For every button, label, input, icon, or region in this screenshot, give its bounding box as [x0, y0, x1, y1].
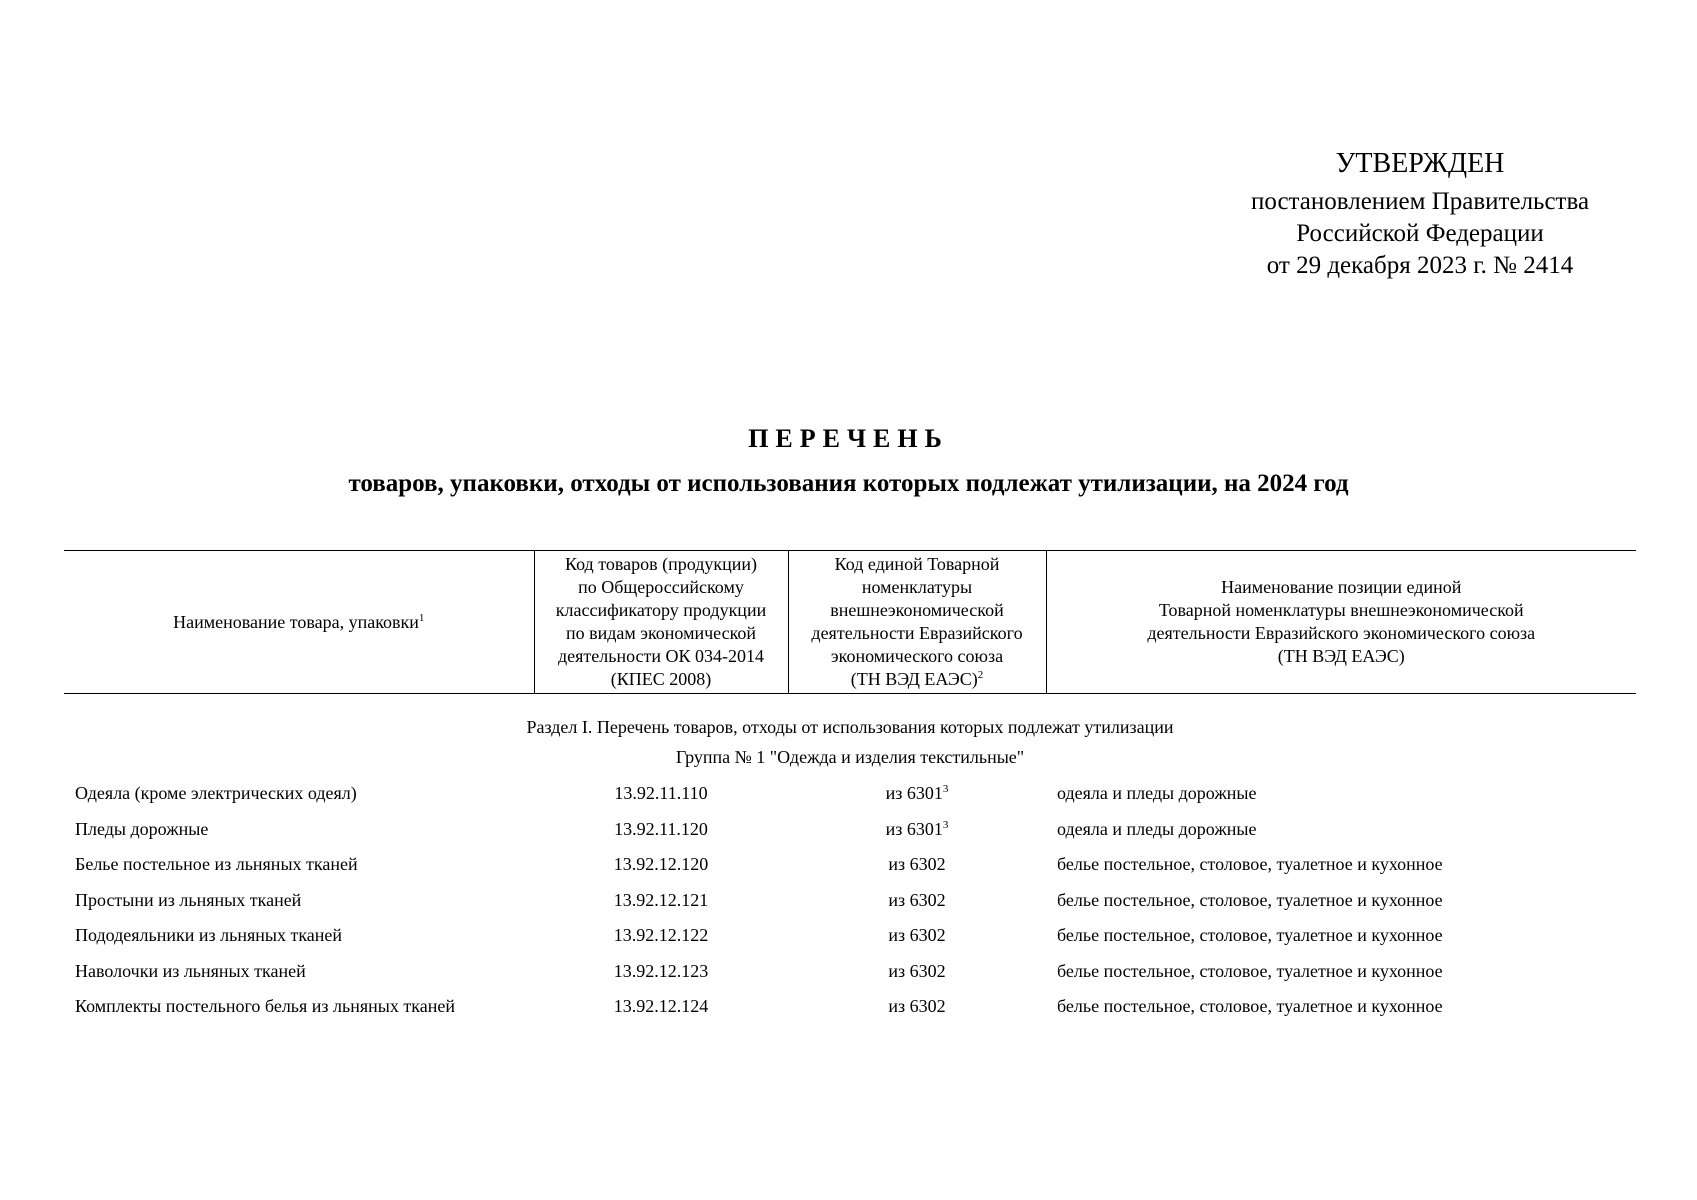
header-tnved-line: внешнеэкономической: [830, 600, 1004, 620]
table-row: [64, 883, 1636, 919]
document-title: ПЕРЕЧЕНЬ: [748, 424, 949, 453]
header-tnved-line: [793, 668, 1042, 691]
header-tnved-name-line: деятельности Евразийского экономического союза: [1147, 623, 1536, 643]
header-name: [64, 551, 534, 694]
footnote-marker: 2: [977, 669, 984, 681]
tnved-name: одеяла и пледы дорожные: [1057, 783, 1257, 804]
header-tnved-line: экономического союза: [830, 646, 1004, 666]
table-row: [64, 918, 1636, 954]
goods-name: Одеяла (кроме электрических одеял): [75, 783, 357, 804]
tnved-code: из 6301: [885, 783, 943, 804]
header-tnved-line: деятельности Евразийского: [811, 623, 1023, 643]
approval-line: от 29 декабря 2023 г. № 2414: [1266, 252, 1574, 279]
goods-name: Белье постельное из льняных тканей: [75, 854, 358, 875]
okpd-code: 13.92.12.124: [613, 996, 709, 1017]
group-row: [64, 739, 1636, 776]
tnved-code-cell: [788, 918, 1046, 954]
tnved-name: белье постельное, столовое, туалетное и кухонное: [1057, 925, 1443, 946]
approval-stamp: [1210, 146, 1630, 282]
header-tnved-line: номенклатуры: [861, 577, 973, 597]
goods-name: Пледы дорожные: [75, 818, 209, 839]
goods-name: Простыни из льняных тканей: [75, 889, 302, 910]
footnote-marker: 3: [942, 818, 949, 831]
tnved-code-cell: [788, 883, 1046, 919]
okpd-code: 13.92.11.110: [614, 783, 708, 804]
goods-table: [64, 550, 1636, 1025]
goods-name: Комплекты постельного белья из льняных тканей: [75, 996, 455, 1017]
tnved-code: из 6302: [888, 854, 946, 875]
tnved-code: из 6302: [888, 889, 946, 910]
header-okpd-line: классификатору продукции: [555, 600, 767, 620]
table-row: [64, 989, 1636, 1025]
header-okpd-line: деятельности ОК 034-2014: [557, 646, 765, 666]
header-okpd-line: по видам экономической: [565, 623, 757, 643]
header-okpd-line: Код товаров (продукции): [564, 554, 758, 574]
table-row: [64, 812, 1636, 848]
header-name-text: Наименование товара, упаковки: [173, 611, 419, 632]
tnved-name: белье постельное, столовое, туалетное и кухонное: [1057, 960, 1443, 981]
okpd-code: 13.92.12.121: [613, 889, 709, 910]
approval-line: Российской Федерации: [1296, 220, 1544, 247]
tnved-code: из 6302: [888, 925, 946, 946]
tnved-name: белье постельное, столовое, туалетное и кухонное: [1057, 996, 1443, 1017]
approval-title: УТВЕРЖДЕН: [1335, 148, 1505, 179]
header-okpd-line: по Общероссийскому: [578, 577, 744, 597]
tnved-code-cell: [788, 989, 1046, 1025]
section-title: Раздел I. Перечень товаров, отходы от использования которых подлежат утилизации: [526, 717, 1174, 737]
okpd-code: 13.92.11.120: [614, 818, 708, 839]
tnved-code-cell: [788, 847, 1046, 883]
table-row: [64, 776, 1636, 812]
goods-name: Наволочки из льняных тканей: [75, 960, 306, 981]
section-row: [64, 694, 1636, 740]
table-row: [64, 954, 1636, 990]
header-tnved-name-line: (ТН ВЭД ЕАЭС): [1277, 646, 1405, 666]
header-tnved-line: Код единой Товарной: [834, 554, 1000, 574]
header-tnved-line-text: (ТН ВЭД ЕАЭС): [850, 669, 978, 689]
okpd-code: 13.92.12.123: [613, 960, 709, 981]
tnved-code: из 6302: [888, 960, 946, 981]
header-tnved: [788, 551, 1046, 694]
okpd-code: 13.92.12.122: [613, 925, 709, 946]
header-tnved-name: [1046, 551, 1636, 694]
tnved-code: из 6301: [885, 818, 943, 839]
tnved-code-cell: [788, 776, 1046, 812]
tnved-name: одеяла и пледы дорожные: [1057, 818, 1257, 839]
tnved-code: из 6302: [888, 996, 946, 1017]
header-okpd-line: (КПЕС 2008): [610, 669, 712, 689]
footnote-marker: 1: [418, 611, 425, 624]
tnved-name: белье постельное, столовое, туалетное и кухонное: [1057, 889, 1443, 910]
header-tnved-name-line: Наименование позиции единой: [1221, 577, 1462, 597]
header-okpd: [534, 551, 788, 694]
tnved-code-cell: [788, 812, 1046, 848]
okpd-code: 13.92.12.120: [613, 854, 709, 875]
header-tnved-name-line: Товарной номенклатуры внешнеэкономической: [1158, 600, 1524, 620]
approval-line: постановлением Правительства: [1250, 188, 1590, 215]
group-title: Группа № 1 "Одежда и изделия текстильные": [675, 747, 1025, 767]
table-row: [64, 847, 1636, 883]
document-subtitle: товаров, упаковки, отходы от использования которых подлежат утилизации, на 2024 год: [348, 470, 1349, 497]
table-header-row: [64, 551, 1636, 694]
tnved-name: белье постельное, столовое, туалетное и кухонное: [1057, 854, 1443, 875]
goods-name: Пододеяльники из льняных тканей: [75, 925, 343, 946]
tnved-code-cell: [788, 954, 1046, 990]
footnote-marker: 3: [942, 783, 949, 796]
